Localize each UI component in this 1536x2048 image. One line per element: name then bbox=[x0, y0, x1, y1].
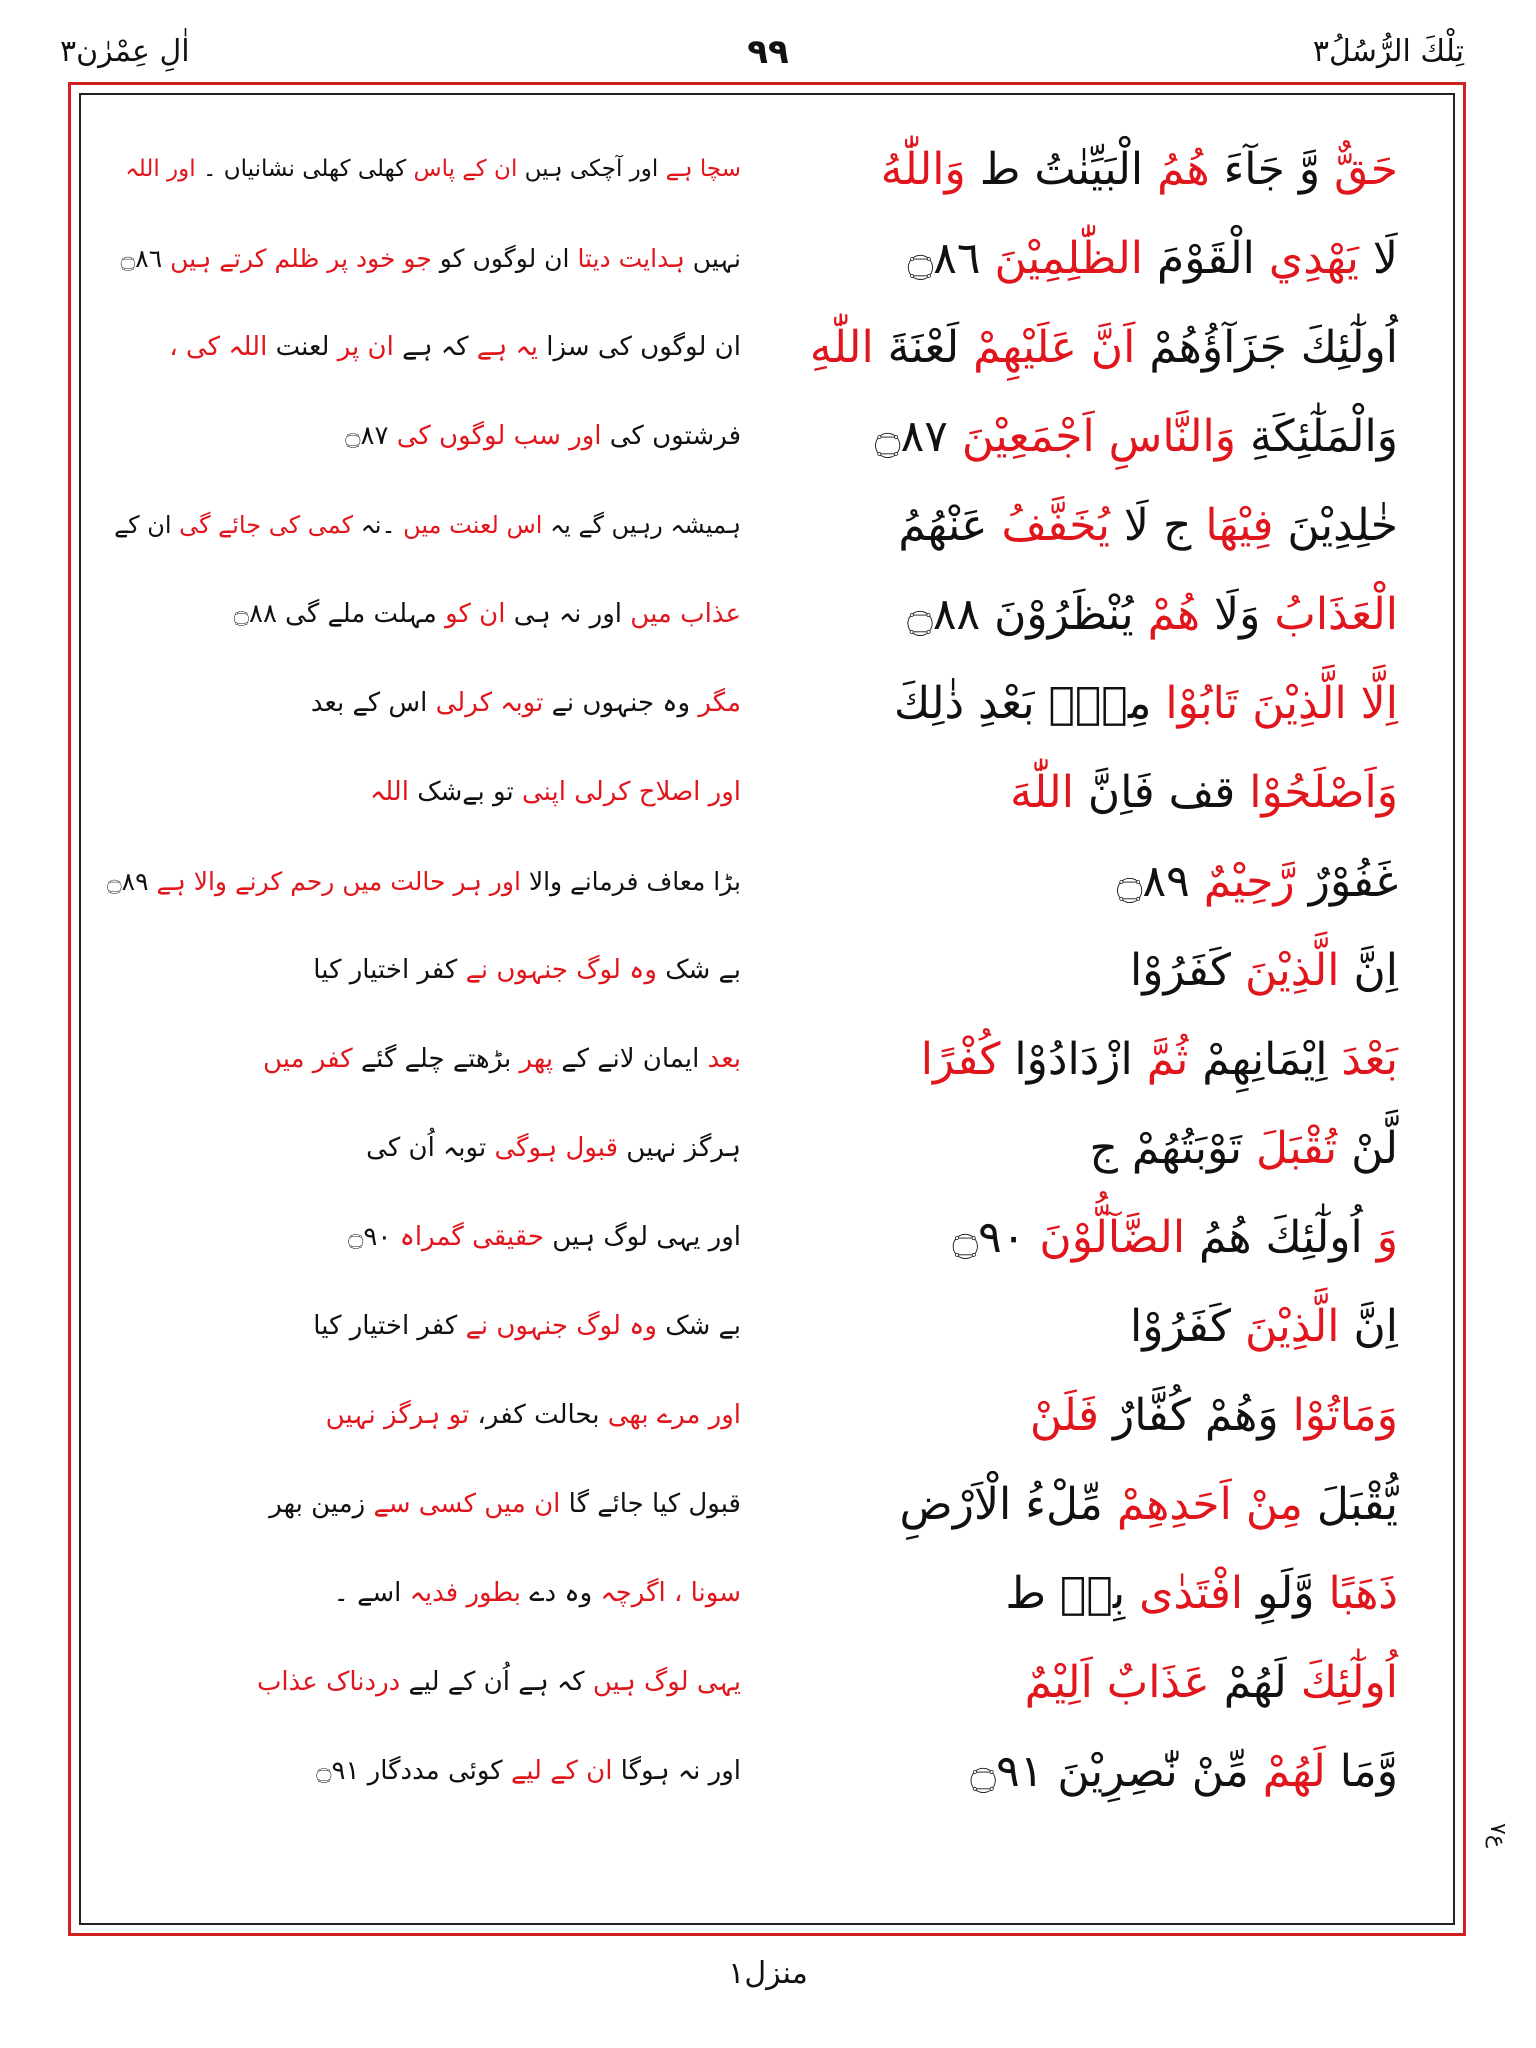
urdu-translation-line bbox=[101, 748, 741, 837]
arabic-word: الْعَذَابُ bbox=[1274, 589, 1398, 640]
arabic-word: حَقٌّ bbox=[1334, 144, 1398, 195]
juz-name: تِلْكَ الرُّسُلُ۳ bbox=[1312, 34, 1464, 69]
urdu-phrase: کمی کی جائے گی bbox=[179, 511, 354, 539]
verse-row bbox=[81, 481, 1453, 570]
arabic-word: اللّٰهِ bbox=[809, 322, 874, 373]
urdu-phrase: جو خود پر ظلم کرتے ہیں bbox=[170, 244, 432, 273]
arabic-word: يُنْظَرُوْنَ ۝٨٨ bbox=[907, 589, 1148, 640]
arabic-line bbox=[748, 481, 1398, 570]
arabic-word: وَّلَوِ bbox=[1243, 1568, 1329, 1619]
arabic-line bbox=[748, 570, 1398, 659]
arabic-word: اِنَّ bbox=[1339, 945, 1398, 996]
urdu-translation-line bbox=[101, 926, 741, 1015]
urdu-phrase: بطور فدیہ bbox=[409, 1578, 522, 1608]
arabic-line bbox=[748, 1727, 1398, 1816]
ruku-marker: ع۷ bbox=[1485, 1822, 1510, 1848]
urdu-phrase: اسے ۔ bbox=[333, 1578, 410, 1608]
outer-red-frame bbox=[68, 82, 1466, 1936]
arabic-word: مِّلْءُ الْاَرْضِ bbox=[899, 1479, 1117, 1530]
arabic-word: تَوْبَتُهُمْ ج bbox=[1089, 1123, 1256, 1174]
arabic-word: الَّذِيْنَ bbox=[1245, 1301, 1340, 1352]
arabic-line bbox=[748, 1282, 1398, 1371]
urdu-phrase: بے شک bbox=[656, 955, 741, 985]
arabic-word: الْبَيِّنٰتُ ط bbox=[965, 144, 1158, 195]
urdu-translation-line bbox=[101, 303, 741, 392]
arabic-word: الَّذِيْنَ bbox=[1245, 945, 1340, 996]
urdu-phrase: بعد bbox=[707, 1044, 741, 1074]
urdu-phrase: تو بےشک bbox=[408, 777, 522, 807]
urdu-phrase: ۝٩٠ bbox=[348, 1222, 400, 1252]
arabic-word: فِيْهَا bbox=[1205, 500, 1274, 551]
urdu-phrase: فرشتوں کی bbox=[601, 421, 741, 451]
arabic-word: وَالْمَلٰٓئِكَةِ bbox=[1235, 411, 1398, 462]
arabic-line bbox=[748, 1549, 1398, 1638]
urdu-phrase: اس کے بعد bbox=[310, 688, 436, 718]
urdu-translation-line bbox=[101, 1015, 741, 1104]
arabic-word: تُقْبَلَ bbox=[1256, 1123, 1338, 1174]
arabic-word: وَاللّٰهُ bbox=[880, 144, 966, 195]
arabic-word: وَّ جَآءَ bbox=[1223, 144, 1335, 195]
urdu-phrase: پھر bbox=[519, 1044, 554, 1074]
arabic-word: وَمَاتُوْا bbox=[1292, 1390, 1398, 1441]
arabic-line bbox=[748, 837, 1398, 926]
urdu-translation-line bbox=[101, 1104, 741, 1193]
urdu-phrase: کفر اختیار کیا bbox=[313, 955, 466, 985]
arabic-word: هُمْ bbox=[1147, 589, 1201, 640]
arabic-word: الْقَوْمَ bbox=[1143, 233, 1269, 284]
arabic-word: ذَهَبًا bbox=[1328, 1568, 1398, 1619]
urdu-translation-line bbox=[101, 214, 741, 303]
urdu-phrase: وہ لوگ جنہوں نے bbox=[465, 1311, 657, 1341]
urdu-phrase: سونا ، اگرچہ bbox=[600, 1578, 741, 1608]
urdu-phrase: نہیں bbox=[684, 244, 741, 273]
urdu-phrase: قبول ہوگی bbox=[494, 1133, 619, 1163]
arabic-word: ثُمَّ bbox=[1146, 1034, 1189, 1085]
arabic-word: كُفْرًا bbox=[920, 1034, 1001, 1085]
arabic-line bbox=[748, 1460, 1398, 1549]
urdu-phrase: عذاب میں bbox=[630, 599, 741, 629]
urdu-phrase: ان کے پاس bbox=[413, 156, 518, 182]
urdu-phrase: ان کے bbox=[114, 511, 180, 539]
urdu-phrase: ان کے لیے bbox=[510, 1756, 613, 1786]
urdu-phrase: ۝٨٦ bbox=[120, 244, 171, 273]
arabic-word: ج لَا bbox=[1109, 500, 1206, 551]
urdu-phrase: قبول کیا جائے گا bbox=[560, 1489, 741, 1519]
urdu-translation-line bbox=[101, 1371, 741, 1460]
verse-row bbox=[81, 1282, 1453, 1371]
urdu-phrase: یہ ہے bbox=[476, 332, 538, 362]
urdu-translation-line bbox=[101, 1727, 741, 1816]
urdu-phrase: وہ لوگ جنہوں نے bbox=[465, 955, 657, 985]
arabic-line bbox=[748, 1015, 1398, 1104]
surah-name: اٰلِ عِمْرٰن۳ bbox=[60, 34, 190, 69]
verse-row bbox=[81, 837, 1453, 926]
urdu-translation-line bbox=[101, 1549, 741, 1638]
arabic-line bbox=[748, 1193, 1398, 1282]
arabic-word: يُّقْبَلَ bbox=[1302, 1479, 1398, 1530]
arabic-word: اُولٰٓئِكَ جَزَآؤُهُمْ bbox=[1135, 322, 1398, 373]
urdu-phrase: سچا ہے bbox=[665, 156, 741, 182]
urdu-phrase: کہ ہے bbox=[393, 332, 477, 362]
urdu-translation-line bbox=[101, 392, 741, 481]
urdu-translation-line bbox=[101, 1638, 741, 1727]
urdu-phrase: بڑھتے چلے گئے bbox=[352, 1044, 520, 1074]
urdu-phrase: ہمیشہ رہیں گے یہ bbox=[542, 511, 741, 539]
verse-row bbox=[81, 392, 1453, 481]
urdu-phrase: اور مرے بھی bbox=[607, 1400, 741, 1430]
page-number: ۹۹ bbox=[747, 32, 789, 72]
arabic-word: لَهُمْ bbox=[1209, 1657, 1301, 1708]
urdu-phrase: کہ ہے اُن کے لیے bbox=[400, 1667, 593, 1697]
arabic-word: خٰلِدِيْنَ bbox=[1273, 500, 1398, 551]
arabic-word: مِّنْ نّٰصِرِيْنَ ۝٩١ bbox=[970, 1746, 1263, 1797]
urdu-translation-line bbox=[101, 570, 741, 659]
urdu-translation-line bbox=[101, 481, 741, 570]
urdu-phrase: اللہ کی ، bbox=[169, 332, 268, 362]
verse-row bbox=[81, 1104, 1453, 1193]
arabic-word: تَابُوْا bbox=[1165, 678, 1239, 729]
arabic-line bbox=[748, 659, 1398, 748]
arabic-word: وَاَصْلَحُوْا bbox=[1249, 767, 1398, 818]
arabic-word: كَفَرُوْا bbox=[1130, 945, 1245, 996]
arabic-word: الظّٰلِمِيْنَ bbox=[994, 233, 1143, 284]
verse-row bbox=[81, 1371, 1453, 1460]
urdu-phrase: ایمان لانے کے bbox=[553, 1044, 708, 1074]
verse-row bbox=[81, 926, 1453, 1015]
urdu-phrase: کفر اختیار کیا bbox=[313, 1311, 466, 1341]
arabic-word: عَذَابٌ اَلِيْمٌ bbox=[1024, 1657, 1210, 1708]
urdu-translation-line bbox=[101, 1282, 741, 1371]
arabic-line bbox=[748, 392, 1398, 481]
urdu-phrase: اور یہی لوگ ہیں bbox=[543, 1222, 741, 1252]
urdu-phrase: اس لعنت میں bbox=[403, 511, 543, 539]
arabic-word: اِلَّا الَّذِيْنَ bbox=[1238, 678, 1398, 729]
arabic-line bbox=[748, 125, 1398, 214]
urdu-phrase: ان کو bbox=[445, 599, 506, 629]
arabic-word: غَفُوْرٌ bbox=[1294, 856, 1398, 907]
arabic-word: لَعْنَةَ bbox=[873, 322, 974, 373]
urdu-translation-line bbox=[101, 659, 741, 748]
urdu-phrase: توبہ کرلی bbox=[435, 688, 544, 718]
arabic-word: وَ bbox=[1376, 1212, 1398, 1263]
urdu-phrase: کفر میں bbox=[262, 1044, 353, 1074]
urdu-phrase: اور سب لوگوں کی bbox=[396, 421, 602, 451]
arabic-line bbox=[748, 1638, 1398, 1727]
arabic-word: اُولٰٓئِكَ هُمُ bbox=[1185, 1212, 1377, 1263]
urdu-phrase: ان لوگوں کو bbox=[431, 244, 578, 273]
urdu-phrase: مگر bbox=[698, 688, 741, 718]
arabic-word: ۝٨٧ bbox=[874, 411, 962, 462]
urdu-phrase: اور اللہ bbox=[125, 156, 196, 182]
verse-row bbox=[81, 214, 1453, 303]
verse-row bbox=[81, 125, 1453, 214]
arabic-word: وَهُمْ كُفَّارٌ bbox=[1099, 1390, 1293, 1441]
inner-black-frame bbox=[79, 93, 1455, 1925]
urdu-translation-line bbox=[101, 125, 741, 214]
urdu-phrase: اللہ bbox=[369, 777, 409, 807]
urdu-phrase: ان پر bbox=[337, 332, 394, 362]
arabic-word: يَهْدِي bbox=[1268, 233, 1373, 284]
verse-row bbox=[81, 748, 1453, 837]
urdu-phrase: اور آچکی ہیں bbox=[517, 156, 666, 182]
arabic-word: ۝٩٠ bbox=[952, 1212, 1040, 1263]
verse-row bbox=[81, 1638, 1453, 1727]
arabic-line bbox=[748, 214, 1398, 303]
urdu-phrase: ہدایت دیتا bbox=[577, 244, 685, 273]
arabic-word: وَّمَا bbox=[1325, 1746, 1398, 1797]
urdu-phrase: کھلی کھلی نشانیاں ۔ bbox=[195, 156, 414, 182]
arabic-word: لَّنْ bbox=[1337, 1123, 1398, 1174]
urdu-phrase: وہ جنہوں نے bbox=[543, 688, 699, 718]
arabic-word: ۝٨٦ bbox=[907, 233, 995, 284]
urdu-translation-line bbox=[101, 837, 741, 926]
arabic-word: اَنَّ عَلَيْهِمْ bbox=[973, 322, 1136, 373]
urdu-phrase: ۔نہ bbox=[353, 511, 404, 539]
urdu-phrase: اور نہ ہی bbox=[505, 599, 631, 629]
arabic-word: بِهٖ ط bbox=[1005, 1568, 1140, 1619]
verse-row bbox=[81, 1015, 1453, 1104]
arabic-word: رَّحِيْمٌ bbox=[1203, 856, 1295, 907]
arabic-word: وَلَا bbox=[1200, 589, 1275, 640]
arabic-line bbox=[748, 926, 1398, 1015]
urdu-phrase: اور ہر حالت میں رحم کرنے والا ہے bbox=[156, 867, 521, 896]
urdu-phrase: ان لوگوں کی سزا bbox=[537, 332, 741, 362]
page-header bbox=[0, 26, 1536, 86]
urdu-phrase: بحالت کفر، bbox=[469, 1400, 608, 1430]
urdu-phrase: دردناک عذاب bbox=[256, 1667, 401, 1697]
urdu-phrase: مہلت ملے گی ۝٨٨ bbox=[233, 599, 446, 629]
verse-row bbox=[81, 659, 1453, 748]
verse-row bbox=[81, 1193, 1453, 1282]
arabic-word: كَفَرُوْا bbox=[1130, 1301, 1245, 1352]
arabic-line bbox=[748, 1104, 1398, 1193]
urdu-phrase: یہی لوگ ہیں bbox=[592, 1667, 741, 1697]
urdu-translation-line bbox=[101, 1193, 741, 1282]
arabic-word: مِنْۢ بَعْدِ ذٰلِكَ bbox=[893, 678, 1166, 729]
verse-rows bbox=[81, 125, 1453, 1816]
urdu-phrase: توبہ اُن کی bbox=[366, 1133, 495, 1163]
urdu-phrase: بڑا معاف فرمانے والا bbox=[520, 867, 741, 896]
urdu-phrase: زمین بھر bbox=[269, 1489, 374, 1519]
arabic-word: افْتَدٰى bbox=[1139, 1568, 1244, 1619]
arabic-line bbox=[748, 303, 1398, 392]
arabic-word: لَا bbox=[1372, 233, 1398, 284]
arabic-word: فَلَنْ bbox=[1029, 1390, 1099, 1441]
verse-row bbox=[81, 570, 1453, 659]
arabic-word: قف فَاِنَّ bbox=[1073, 767, 1250, 818]
verse-row bbox=[81, 1549, 1453, 1638]
arabic-word: وَالنَّاسِ اَجْمَعِيْنَ bbox=[961, 411, 1236, 462]
urdu-translation-line bbox=[101, 1460, 741, 1549]
urdu-phrase: ان میں کسی سے bbox=[373, 1489, 561, 1519]
arabic-word: اللّٰهَ bbox=[1010, 767, 1074, 818]
urdu-phrase: کوئی مددگار ۝٩١ bbox=[316, 1756, 511, 1786]
urdu-phrase: بے شک bbox=[656, 1311, 741, 1341]
arabic-word: ازْدَادُوْا bbox=[1000, 1034, 1147, 1085]
arabic-line bbox=[748, 748, 1398, 837]
manzil-footer: منزل۱ bbox=[728, 1956, 808, 1991]
arabic-word: بَعْدَ bbox=[1341, 1034, 1398, 1085]
arabic-word: الضَّآلُّوْنَ bbox=[1039, 1212, 1186, 1263]
urdu-phrase: لعنت bbox=[267, 332, 338, 362]
verse-row bbox=[81, 1460, 1453, 1549]
urdu-phrase: ۝٨٩ bbox=[107, 867, 157, 896]
arabic-word: اِنَّ bbox=[1339, 1301, 1398, 1352]
arabic-word: اُولٰٓئِكَ bbox=[1300, 1657, 1398, 1708]
arabic-word: يُخَفَّفُ bbox=[1001, 500, 1110, 551]
arabic-word: ۝٨٩ bbox=[1116, 856, 1204, 907]
urdu-phrase: وہ دے bbox=[521, 1578, 601, 1608]
arabic-word: هُمُ bbox=[1157, 144, 1224, 195]
urdu-phrase: ہرگز نہیں bbox=[618, 1133, 741, 1163]
urdu-phrase: ۝٨٧ bbox=[345, 421, 397, 451]
verse-row bbox=[81, 1727, 1453, 1816]
urdu-phrase: حقیقی گمراہ bbox=[399, 1222, 544, 1252]
urdu-phrase: تو ہرگز نہیں bbox=[325, 1400, 470, 1430]
arabic-line bbox=[748, 1371, 1398, 1460]
urdu-phrase: اور نہ ہوگا bbox=[612, 1756, 741, 1786]
urdu-phrase: اور اصلاح کرلی اپنی bbox=[521, 777, 741, 807]
arabic-word: اِيْمَانِهِمْ bbox=[1188, 1034, 1342, 1085]
arabic-word: لَهُمْ bbox=[1262, 1746, 1326, 1797]
arabic-word: مِنْ اَحَدِهِمْ bbox=[1116, 1479, 1303, 1530]
arabic-word: عَنْهُمُ bbox=[898, 500, 1002, 551]
verse-row bbox=[81, 303, 1453, 392]
